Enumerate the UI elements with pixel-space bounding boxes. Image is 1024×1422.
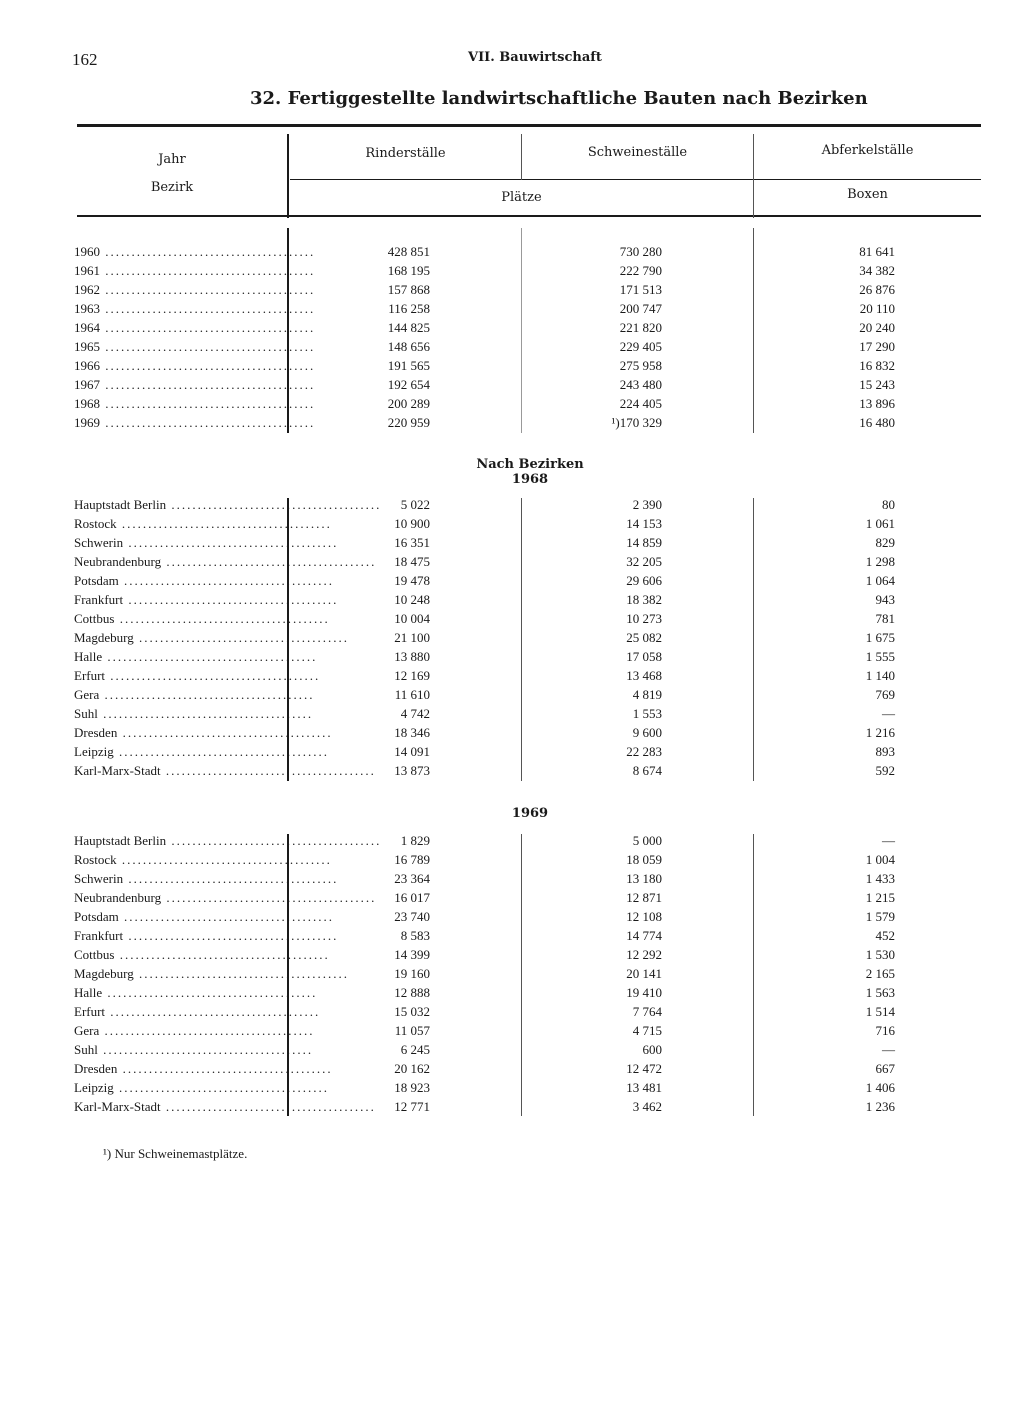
cell-schweinestaelle: 10 273 xyxy=(626,611,662,626)
cell-rinderstaelle: 18 346 xyxy=(394,725,430,740)
cell-rinderstaelle: 144 825 xyxy=(387,320,430,335)
row-label xyxy=(74,1042,314,1058)
cell-rinderstaelle: 16 789 xyxy=(394,852,430,867)
row-label xyxy=(74,833,382,849)
leader-dots: ........................................ xyxy=(118,573,335,588)
cell-rinderstaelle: 10 248 xyxy=(394,592,430,607)
row-label xyxy=(74,611,330,627)
row-label-text: Karl-Marx-Stadt xyxy=(74,763,161,778)
leader-dots: ........................................ xyxy=(99,1023,315,1038)
row-label xyxy=(74,1023,315,1039)
unit-plaetze: Plätze xyxy=(501,190,542,205)
leader-dots: ........................................ xyxy=(114,947,330,962)
row-label-text: Rostock xyxy=(74,852,117,867)
cell-rinderstaelle: 19 478 xyxy=(394,573,430,588)
row-label-text: Schwerin xyxy=(74,535,124,550)
row-label-text: Hauptstadt Berlin xyxy=(74,497,167,512)
stub-divider-header xyxy=(287,134,289,218)
row-label-text: 1963 xyxy=(74,301,100,316)
table-row xyxy=(0,890,1024,909)
cell-schweinestaelle: 14 859 xyxy=(626,535,662,550)
table-top-rule xyxy=(77,124,981,127)
row-label-text: Neubrandenburg xyxy=(74,890,162,905)
table-row xyxy=(0,611,1024,630)
cell-abferkelstaelle: 1 433 xyxy=(865,871,895,886)
table-row xyxy=(0,573,1024,592)
cell-abferkelstaelle: — xyxy=(882,706,895,721)
row-label-text: Erfurt xyxy=(74,1004,106,1019)
cell-rinderstaelle: 12 771 xyxy=(394,1099,430,1114)
row-label-text: Dresden xyxy=(74,1061,118,1076)
row-label-text: 1966 xyxy=(74,358,100,373)
cell-abferkelstaelle: 1 530 xyxy=(865,947,895,962)
table-row xyxy=(0,516,1024,535)
row-label-text: Erfurt xyxy=(74,668,106,683)
cell-abferkelstaelle: 81 641 xyxy=(859,244,895,259)
cell-rinderstaelle: 116 258 xyxy=(388,301,430,316)
cell-schweinestaelle: 14 153 xyxy=(626,516,662,531)
cell-rinderstaelle: 18 923 xyxy=(394,1080,430,1095)
cell-rinderstaelle: 14 399 xyxy=(394,947,430,962)
row-label xyxy=(74,966,349,982)
row-label xyxy=(74,687,315,703)
table-row xyxy=(0,301,1024,320)
cell-rinderstaelle: 1 829 xyxy=(400,833,430,848)
header-unit-rule xyxy=(290,179,981,180)
cell-schweinestaelle: 4 715 xyxy=(632,1023,662,1038)
table-row xyxy=(0,415,1024,434)
row-label xyxy=(74,320,316,336)
cell-schweinestaelle: ¹)170 329 xyxy=(611,415,662,430)
cell-schweinestaelle: 600 xyxy=(642,1042,662,1057)
row-label-text: 1965 xyxy=(74,339,100,354)
row-label-text: 1967 xyxy=(74,377,100,392)
cell-rinderstaelle: 13 873 xyxy=(394,763,430,778)
leader-dots: ........................................ xyxy=(105,1004,321,1019)
row-label-text: 1962 xyxy=(74,282,100,297)
cell-abferkelstaelle: 1 579 xyxy=(865,909,895,924)
cell-rinderstaelle: 4 742 xyxy=(400,706,430,721)
cell-schweinestaelle: 1 553 xyxy=(632,706,662,721)
cell-rinderstaelle: 157 868 xyxy=(387,282,430,297)
cell-schweinestaelle: 13 180 xyxy=(626,871,662,886)
row-label xyxy=(74,358,316,374)
row-label-text: 1960 xyxy=(74,244,100,259)
leader-dots: ........................................ xyxy=(133,966,349,981)
table-row xyxy=(0,649,1024,668)
section-year-1968: 1968 xyxy=(511,472,549,487)
row-label xyxy=(74,301,316,317)
cell-rinderstaelle: 12 169 xyxy=(394,668,430,683)
table-row xyxy=(0,687,1024,706)
cell-abferkelstaelle: 716 xyxy=(875,1023,895,1038)
cell-schweinestaelle: 12 292 xyxy=(626,947,662,962)
leader-dots: ........................................ xyxy=(113,744,329,759)
leader-dots: ........................................ xyxy=(116,852,332,867)
table-row xyxy=(0,358,1024,377)
cell-abferkelstaelle: 1 215 xyxy=(865,890,895,905)
leader-dots: ........................................ xyxy=(117,1061,333,1076)
cell-abferkelstaelle: 16 832 xyxy=(859,358,895,373)
table-row xyxy=(0,1004,1024,1023)
cell-abferkelstaelle: 20 110 xyxy=(859,301,895,316)
cell-schweinestaelle: 14 774 xyxy=(626,928,662,943)
leader-dots: ........................................ xyxy=(100,320,316,335)
cell-abferkelstaelle: — xyxy=(882,833,895,848)
row-label xyxy=(74,763,376,779)
row-label-text: Rostock xyxy=(74,516,117,531)
cell-abferkelstaelle: 943 xyxy=(875,592,895,607)
cell-schweinestaelle: 25 082 xyxy=(626,630,662,645)
section-year-1969: 1969 xyxy=(511,806,549,821)
cell-schweinestaelle: 243 480 xyxy=(619,377,662,392)
section-title-by-district: Nach Bezirken xyxy=(476,457,584,472)
cell-abferkelstaelle: 667 xyxy=(875,1061,895,1076)
table-row xyxy=(0,1080,1024,1099)
row-label-text: Halle xyxy=(74,985,103,1000)
row-label-text: 1968 xyxy=(74,396,100,411)
cell-abferkelstaelle: 20 240 xyxy=(859,320,895,335)
table-row xyxy=(0,909,1024,928)
unit-boxen: Boxen xyxy=(847,187,888,202)
row-label-text: Gera xyxy=(74,1023,100,1038)
cell-schweinestaelle: 7 764 xyxy=(632,1004,662,1019)
row-label-text: Suhl xyxy=(74,1042,98,1057)
leader-dots: ........................................ xyxy=(161,554,377,569)
cell-abferkelstaelle: 16 480 xyxy=(859,415,895,430)
cell-abferkelstaelle: 80 xyxy=(882,497,895,512)
row-label-text: Dresden xyxy=(74,725,118,740)
leader-dots: ........................................ xyxy=(102,985,318,1000)
cell-rinderstaelle: 192 654 xyxy=(387,377,430,392)
row-label xyxy=(74,497,382,513)
page-number: 162 xyxy=(72,50,98,69)
row-label xyxy=(74,535,339,551)
col-header-abferkelstaelle: Abferkelställe xyxy=(821,143,914,158)
table-row xyxy=(0,706,1024,725)
leader-dots: ........................................ xyxy=(100,415,316,430)
chapter-heading: VII. Bauwirtschaft xyxy=(468,50,602,65)
cell-abferkelstaelle: 15 243 xyxy=(859,377,895,392)
row-label-text: Frankfurt xyxy=(74,928,124,943)
table-row xyxy=(0,833,1024,852)
cell-schweinestaelle: 221 820 xyxy=(619,320,662,335)
row-label xyxy=(74,396,316,412)
leader-dots: ........................................ xyxy=(116,516,332,531)
row-label xyxy=(74,871,339,887)
row-label xyxy=(74,852,332,868)
row-label xyxy=(74,282,316,298)
row-label xyxy=(74,630,349,646)
cell-rinderstaelle: 12 888 xyxy=(394,985,430,1000)
row-label xyxy=(74,263,316,279)
row-label-text: 1961 xyxy=(74,263,100,278)
cell-rinderstaelle: 14 091 xyxy=(394,744,430,759)
cell-abferkelstaelle: 26 876 xyxy=(859,282,895,297)
cell-rinderstaelle: 6 245 xyxy=(400,1042,430,1057)
row-label-text: Suhl xyxy=(74,706,98,721)
row-label-text: Leipzig xyxy=(74,1080,114,1095)
cell-abferkelstaelle: — xyxy=(882,1042,895,1057)
table-row xyxy=(0,852,1024,871)
table-row xyxy=(0,668,1024,687)
cell-schweinestaelle: 17 058 xyxy=(626,649,662,664)
cell-schweinestaelle: 229 405 xyxy=(619,339,662,354)
cell-abferkelstaelle: 1 061 xyxy=(865,516,895,531)
cell-schweinestaelle: 18 382 xyxy=(626,592,662,607)
cell-rinderstaelle: 23 740 xyxy=(394,909,430,924)
cell-rinderstaelle: 11 610 xyxy=(394,687,430,702)
row-label xyxy=(74,415,316,431)
cell-abferkelstaelle: 1 555 xyxy=(865,649,895,664)
cell-rinderstaelle: 10 004 xyxy=(394,611,430,626)
cell-rinderstaelle: 220 959 xyxy=(387,415,430,430)
cell-schweinestaelle: 19 410 xyxy=(626,985,662,1000)
cell-abferkelstaelle: 1 140 xyxy=(865,668,895,683)
leader-dots: ........................................ xyxy=(105,668,321,683)
cell-schweinestaelle: 13 468 xyxy=(626,668,662,683)
table-row xyxy=(0,497,1024,516)
leader-dots: ........................................ xyxy=(100,301,316,316)
leader-dots: ........................................ xyxy=(160,1099,376,1114)
row-label-text: Potsdam xyxy=(74,573,119,588)
cell-schweinestaelle: 22 283 xyxy=(626,744,662,759)
row-label-text: Karl-Marx-Stadt xyxy=(74,1099,161,1114)
row-label-text: Gera xyxy=(74,687,100,702)
table-row xyxy=(0,1099,1024,1118)
cell-rinderstaelle: 19 160 xyxy=(394,966,430,981)
cell-schweinestaelle: 29 606 xyxy=(626,573,662,588)
cell-abferkelstaelle: 1 298 xyxy=(865,554,895,569)
leader-dots: ........................................ xyxy=(102,649,318,664)
table-row xyxy=(0,554,1024,573)
row-label xyxy=(74,909,335,925)
cell-schweinestaelle: 3 462 xyxy=(632,1099,662,1114)
cell-rinderstaelle: 428 851 xyxy=(387,244,430,259)
row-label xyxy=(74,1061,333,1077)
cell-schweinestaelle: 12 472 xyxy=(626,1061,662,1076)
table-row xyxy=(0,535,1024,554)
cell-abferkelstaelle: 34 382 xyxy=(859,263,895,278)
table-row xyxy=(0,928,1024,947)
table-row xyxy=(0,592,1024,611)
leader-dots: ........................................ xyxy=(100,263,316,278)
cell-rinderstaelle: 15 032 xyxy=(394,1004,430,1019)
row-label-text: Frankfurt xyxy=(74,592,124,607)
leader-dots: ........................................ xyxy=(97,1042,314,1057)
table-row xyxy=(0,630,1024,649)
cell-schweinestaelle: 12 108 xyxy=(626,909,662,924)
header-bottom-rule xyxy=(77,215,981,217)
table-row xyxy=(0,244,1024,263)
table-row xyxy=(0,263,1024,282)
cell-rinderstaelle: 148 656 xyxy=(387,339,430,354)
row-label xyxy=(74,947,330,963)
cell-abferkelstaelle: 1 406 xyxy=(865,1080,895,1095)
leader-dots: ........................................ xyxy=(161,890,377,905)
cell-abferkelstaelle: 2 165 xyxy=(865,966,895,981)
cell-schweinestaelle: 12 871 xyxy=(626,890,662,905)
cell-schweinestaelle: 18 059 xyxy=(626,852,662,867)
cell-rinderstaelle: 18 475 xyxy=(394,554,430,569)
leader-dots: ........................................ xyxy=(118,909,335,924)
table-row xyxy=(0,1042,1024,1061)
cell-abferkelstaelle: 1 216 xyxy=(865,725,895,740)
row-label xyxy=(74,706,314,722)
row-label-text: Cottbus xyxy=(74,611,115,626)
leader-dots: ........................................ xyxy=(123,535,339,550)
row-label-text: Cottbus xyxy=(74,947,115,962)
cell-rinderstaelle: 13 880 xyxy=(394,649,430,664)
table-row xyxy=(0,339,1024,358)
cell-rinderstaelle: 20 162 xyxy=(394,1061,430,1076)
row-label xyxy=(74,649,318,665)
col-header-rinderstaelle: Rinderställe xyxy=(365,146,446,161)
cell-rinderstaelle: 23 364 xyxy=(394,871,430,886)
leader-dots: ........................................ xyxy=(100,244,316,259)
table-row xyxy=(0,947,1024,966)
leader-dots: ........................................ xyxy=(123,928,339,943)
row-label xyxy=(74,985,318,1001)
stub-header-year: Jahr xyxy=(158,152,186,167)
row-label xyxy=(74,554,377,570)
cell-schweinestaelle: 224 405 xyxy=(619,396,662,411)
cell-schweinestaelle: 32 205 xyxy=(626,554,662,569)
row-label xyxy=(74,668,321,684)
table-row xyxy=(0,985,1024,1004)
row-label-text: 1964 xyxy=(74,320,100,335)
leader-dots: ........................................ xyxy=(117,725,333,740)
cell-abferkelstaelle: 17 290 xyxy=(859,339,895,354)
row-label xyxy=(74,1080,329,1096)
row-label xyxy=(74,377,316,393)
table-row xyxy=(0,1061,1024,1080)
table-title: 32. Fertiggestellte landwirtschaftliche Bauten nach Bezirken xyxy=(250,88,868,109)
cell-schweinestaelle: 20 141 xyxy=(626,966,662,981)
cell-schweinestaelle: 2 390 xyxy=(632,497,662,512)
cell-rinderstaelle: 191 565 xyxy=(387,358,430,373)
cell-abferkelstaelle: 1 004 xyxy=(865,852,895,867)
footnote: ¹) Nur Schweinemastplätze. xyxy=(103,1146,248,1161)
leader-dots: ........................................ xyxy=(100,339,316,354)
row-label-text: Magdeburg xyxy=(74,966,134,981)
table-row xyxy=(0,1023,1024,1042)
leader-dots: ........................................ xyxy=(123,871,339,886)
table-row xyxy=(0,282,1024,301)
cell-schweinestaelle: 222 790 xyxy=(619,263,662,278)
row-label xyxy=(74,928,339,944)
table-row xyxy=(0,725,1024,744)
col-header-schweinestaelle: Schweineställe xyxy=(587,145,688,160)
cell-rinderstaelle: 16 017 xyxy=(394,890,430,905)
leader-dots: ........................................ xyxy=(99,687,315,702)
cell-schweinestaelle: 171 513 xyxy=(619,282,662,297)
cell-rinderstaelle: 168 195 xyxy=(387,263,430,278)
table-row xyxy=(0,763,1024,782)
cell-schweinestaelle: 4 819 xyxy=(632,687,662,702)
leader-dots: ........................................ xyxy=(100,282,316,297)
cell-abferkelstaelle: 452 xyxy=(875,928,895,943)
cell-abferkelstaelle: 829 xyxy=(875,535,895,550)
cell-schweinestaelle: 9 600 xyxy=(632,725,662,740)
leader-dots: ........................................ xyxy=(133,630,349,645)
cell-rinderstaelle: 8 583 xyxy=(400,928,430,943)
leader-dots: ........................................ xyxy=(113,1080,329,1095)
row-label-text: Schwerin xyxy=(74,871,124,886)
row-label-text: Hauptstadt Berlin xyxy=(74,833,167,848)
cell-abferkelstaelle: 769 xyxy=(875,687,895,702)
leader-dots: ........................................ xyxy=(114,611,330,626)
cell-abferkelstaelle: 1 675 xyxy=(865,630,895,645)
leader-dots: ........................................ xyxy=(160,763,376,778)
cell-schweinestaelle: 13 481 xyxy=(626,1080,662,1095)
leader-dots: ........................................ xyxy=(100,377,316,392)
leader-dots: ........................................ xyxy=(166,833,382,848)
row-label-text: Magdeburg xyxy=(74,630,134,645)
row-label xyxy=(74,1004,321,1020)
row-label xyxy=(74,890,377,906)
row-label xyxy=(74,725,333,741)
row-label xyxy=(74,1099,376,1115)
cell-schweinestaelle: 5 000 xyxy=(632,833,662,848)
cell-schweinestaelle: 200 747 xyxy=(619,301,662,316)
row-label xyxy=(74,573,335,589)
table-row xyxy=(0,396,1024,415)
row-label xyxy=(74,592,339,608)
cell-rinderstaelle: 16 351 xyxy=(394,535,430,550)
row-label-text: Neubrandenburg xyxy=(74,554,162,569)
cell-abferkelstaelle: 592 xyxy=(875,763,895,778)
row-label xyxy=(74,744,329,760)
cell-abferkelstaelle: 781 xyxy=(875,611,895,626)
cell-abferkelstaelle: 893 xyxy=(875,744,895,759)
row-label xyxy=(74,244,316,260)
leader-dots: ........................................ xyxy=(97,706,314,721)
cell-schweinestaelle: 730 280 xyxy=(619,244,662,259)
cell-abferkelstaelle: 1 514 xyxy=(865,1004,895,1019)
cell-abferkelstaelle: 1 563 xyxy=(865,985,895,1000)
row-label xyxy=(74,339,316,355)
leader-dots: ........................................ xyxy=(100,396,316,411)
table-row xyxy=(0,966,1024,985)
table-row xyxy=(0,320,1024,339)
cell-abferkelstaelle: 13 896 xyxy=(859,396,895,411)
table-row xyxy=(0,871,1024,890)
cell-rinderstaelle: 21 100 xyxy=(394,630,430,645)
row-label xyxy=(74,516,332,532)
cell-schweinestaelle: 8 674 xyxy=(632,763,662,778)
cell-schweinestaelle: 275 958 xyxy=(619,358,662,373)
row-label-text: Potsdam xyxy=(74,909,119,924)
cell-rinderstaelle: 200 289 xyxy=(387,396,430,411)
cell-abferkelstaelle: 1 236 xyxy=(865,1099,895,1114)
stub-header-district: Bezirk xyxy=(150,180,194,195)
leader-dots: ........................................ xyxy=(100,358,316,373)
leader-dots: ........................................ xyxy=(166,497,382,512)
row-label-text: Leipzig xyxy=(74,744,114,759)
row-label-text: 1969 xyxy=(74,415,100,430)
leader-dots: ........................................ xyxy=(123,592,339,607)
cell-rinderstaelle: 11 057 xyxy=(394,1023,430,1038)
cell-abferkelstaelle: 1 064 xyxy=(865,573,895,588)
row-label-text: Halle xyxy=(74,649,103,664)
cell-rinderstaelle: 5 022 xyxy=(400,497,430,512)
table-row xyxy=(0,744,1024,763)
cell-rinderstaelle: 10 900 xyxy=(394,516,430,531)
table-row xyxy=(0,377,1024,396)
